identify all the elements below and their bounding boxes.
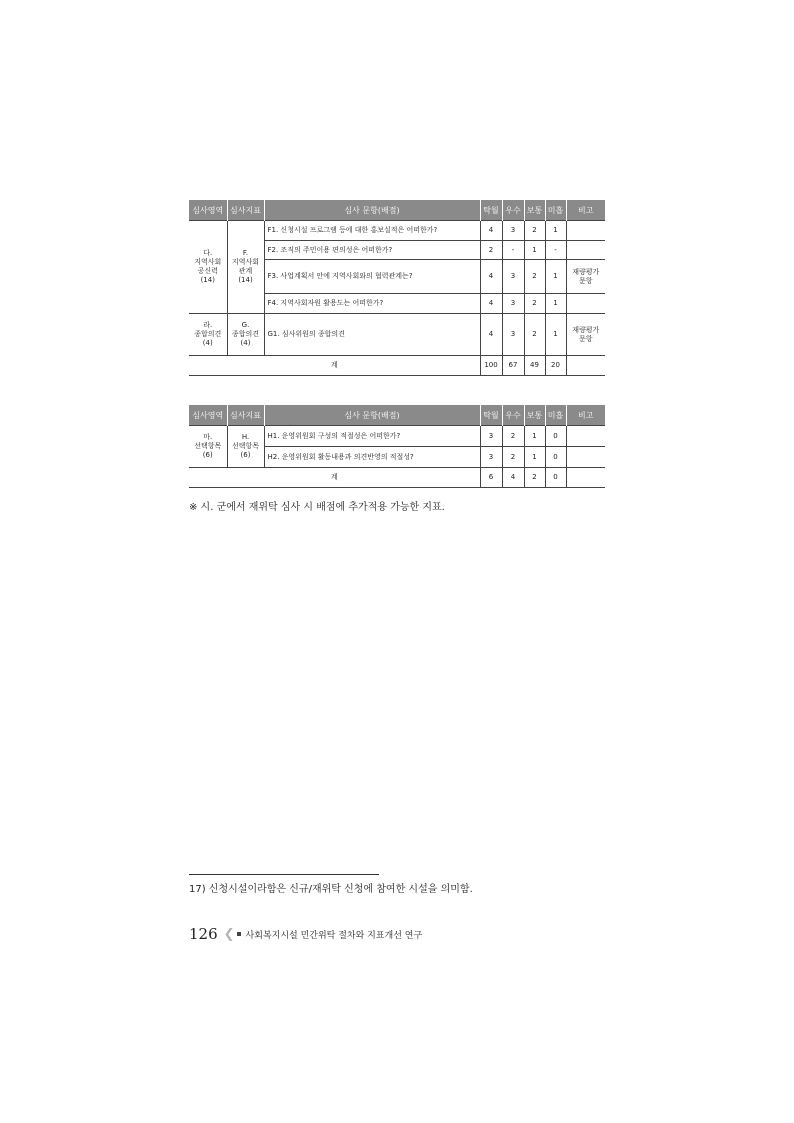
score-cell: 0: [545, 447, 566, 468]
score-cell: 4: [480, 221, 502, 241]
total-cell: 20: [545, 356, 566, 376]
note-cell: 재량평가 문항: [566, 314, 605, 356]
total-row: [189, 356, 605, 376]
score-cell: 2: [524, 260, 545, 294]
total-cell: 67: [502, 356, 524, 376]
total-cell: 100: [480, 356, 502, 376]
score-cell: 2: [524, 221, 545, 241]
header-area: 심사영역: [189, 200, 227, 221]
footnote-divider: [189, 874, 379, 875]
header-good: 우수: [502, 405, 524, 426]
score-cell: -: [502, 241, 524, 260]
score-cell: 3: [502, 294, 524, 314]
note-cell: [566, 426, 605, 447]
header-indicator: 심사지표: [227, 405, 264, 426]
table-row: [189, 221, 605, 241]
page-number: 126: [189, 925, 218, 943]
score-cell: 4: [480, 314, 502, 356]
header-note: 비고: [566, 405, 605, 426]
running-title: 사회복지시설 민간위탁 절차와 지표개선 연구: [245, 930, 423, 941]
score-cell: 3: [480, 426, 502, 447]
score-cell: 3: [502, 260, 524, 294]
header-question: 심사 문항(배점): [264, 200, 480, 221]
score-cell: 3: [502, 314, 524, 356]
total-cell: 6: [480, 468, 502, 488]
question-cell: F1. 신청시설 프로그램 등에 대한 홍보실적은 어떠한가?: [264, 221, 480, 241]
score-cell: 3: [480, 447, 502, 468]
score-cell: 1: [545, 221, 566, 241]
area-cell: 마. 선택항목 (6): [189, 426, 227, 468]
total-cell: 49: [524, 356, 545, 376]
score-cell: 2: [524, 314, 545, 356]
indicator-cell: H. 선택항목 (6): [227, 426, 264, 468]
header-note: 비고: [566, 200, 605, 221]
note-cell: [566, 241, 605, 260]
header-question: 심사 문항(배점): [264, 405, 480, 426]
header-good: 우수: [502, 200, 524, 221]
score-cell: 1: [545, 260, 566, 294]
note-cell: 재량평가 문항: [566, 260, 605, 294]
table-header-row: [189, 200, 605, 221]
evaluation-table-1: [189, 200, 605, 376]
score-cell: 4: [480, 260, 502, 294]
indicator-cell: F. 지역사회 관계 (14): [227, 221, 264, 314]
score-cell: 1: [545, 294, 566, 314]
evaluation-table-2: [189, 405, 605, 488]
total-row: [189, 468, 605, 488]
header-indicator: 심사지표: [227, 200, 264, 221]
score-cell: 1: [524, 447, 545, 468]
table-header-row: [189, 405, 605, 426]
score-cell: 1: [524, 241, 545, 260]
question-cell: F2. 조직의 주민이용 편의성은 어떠한가?: [264, 241, 480, 260]
note-cell: [566, 356, 605, 376]
question-cell: F3. 사업계획서 안에 지역사회와의 협력관계는?: [264, 260, 480, 294]
table-row: [189, 426, 605, 447]
indicator-cell: G. 종합의견 (4): [227, 314, 264, 356]
table-row: [189, 314, 605, 356]
score-cell: 3: [502, 221, 524, 241]
total-cell: 2: [524, 468, 545, 488]
question-cell: F4. 지역사회자원 활용도는 어떠한가?: [264, 294, 480, 314]
note-cell: [566, 447, 605, 468]
question-cell: H1. 운영위원회 구성의 적절성은 어떠한가?: [264, 426, 480, 447]
score-cell: 2: [502, 426, 524, 447]
total-label: 계: [189, 356, 480, 376]
note-cell: [566, 468, 605, 488]
header-average: 보통: [524, 405, 545, 426]
score-cell: 2: [502, 447, 524, 468]
score-cell: 1: [524, 426, 545, 447]
note-cell: [566, 221, 605, 241]
area-cell: 다. 지역사회 공신력 (14): [189, 221, 227, 314]
header-poor: 미흡: [545, 405, 566, 426]
table-note: ※ 시. 군에서 재위탁 심사 시 배점에 추가적용 가능한 지표.: [189, 502, 445, 513]
question-cell: G1. 심사위원의 종합의견: [264, 314, 480, 356]
header-average: 보통: [524, 200, 545, 221]
footnote-17: 17) 신청시설이라함은 신규/재위탁 신청에 참여한 시설을 의미함.: [189, 884, 473, 895]
chevron-left-icon: ❮: [223, 926, 235, 942]
page-footer: [189, 924, 422, 944]
score-cell: 4: [480, 294, 502, 314]
header-poor: 미흡: [545, 200, 566, 221]
score-cell: 0: [545, 426, 566, 447]
total-label: 계: [189, 468, 480, 488]
score-cell: 2: [480, 241, 502, 260]
score-cell: -: [545, 241, 566, 260]
total-cell: 0: [545, 468, 566, 488]
question-cell: H2. 운영위원회 활동내용과 의견반영의 적절성?: [264, 447, 480, 468]
area-cell: 라. 종합의견 (4): [189, 314, 227, 356]
header-excellent: 탁월: [480, 200, 502, 221]
score-cell: 1: [545, 314, 566, 356]
total-cell: 4: [502, 468, 524, 488]
header-area: 심사영역: [189, 405, 227, 426]
square-bullet-icon: [237, 932, 241, 936]
header-excellent: 탁월: [480, 405, 502, 426]
note-cell: [566, 294, 605, 314]
score-cell: 2: [524, 294, 545, 314]
